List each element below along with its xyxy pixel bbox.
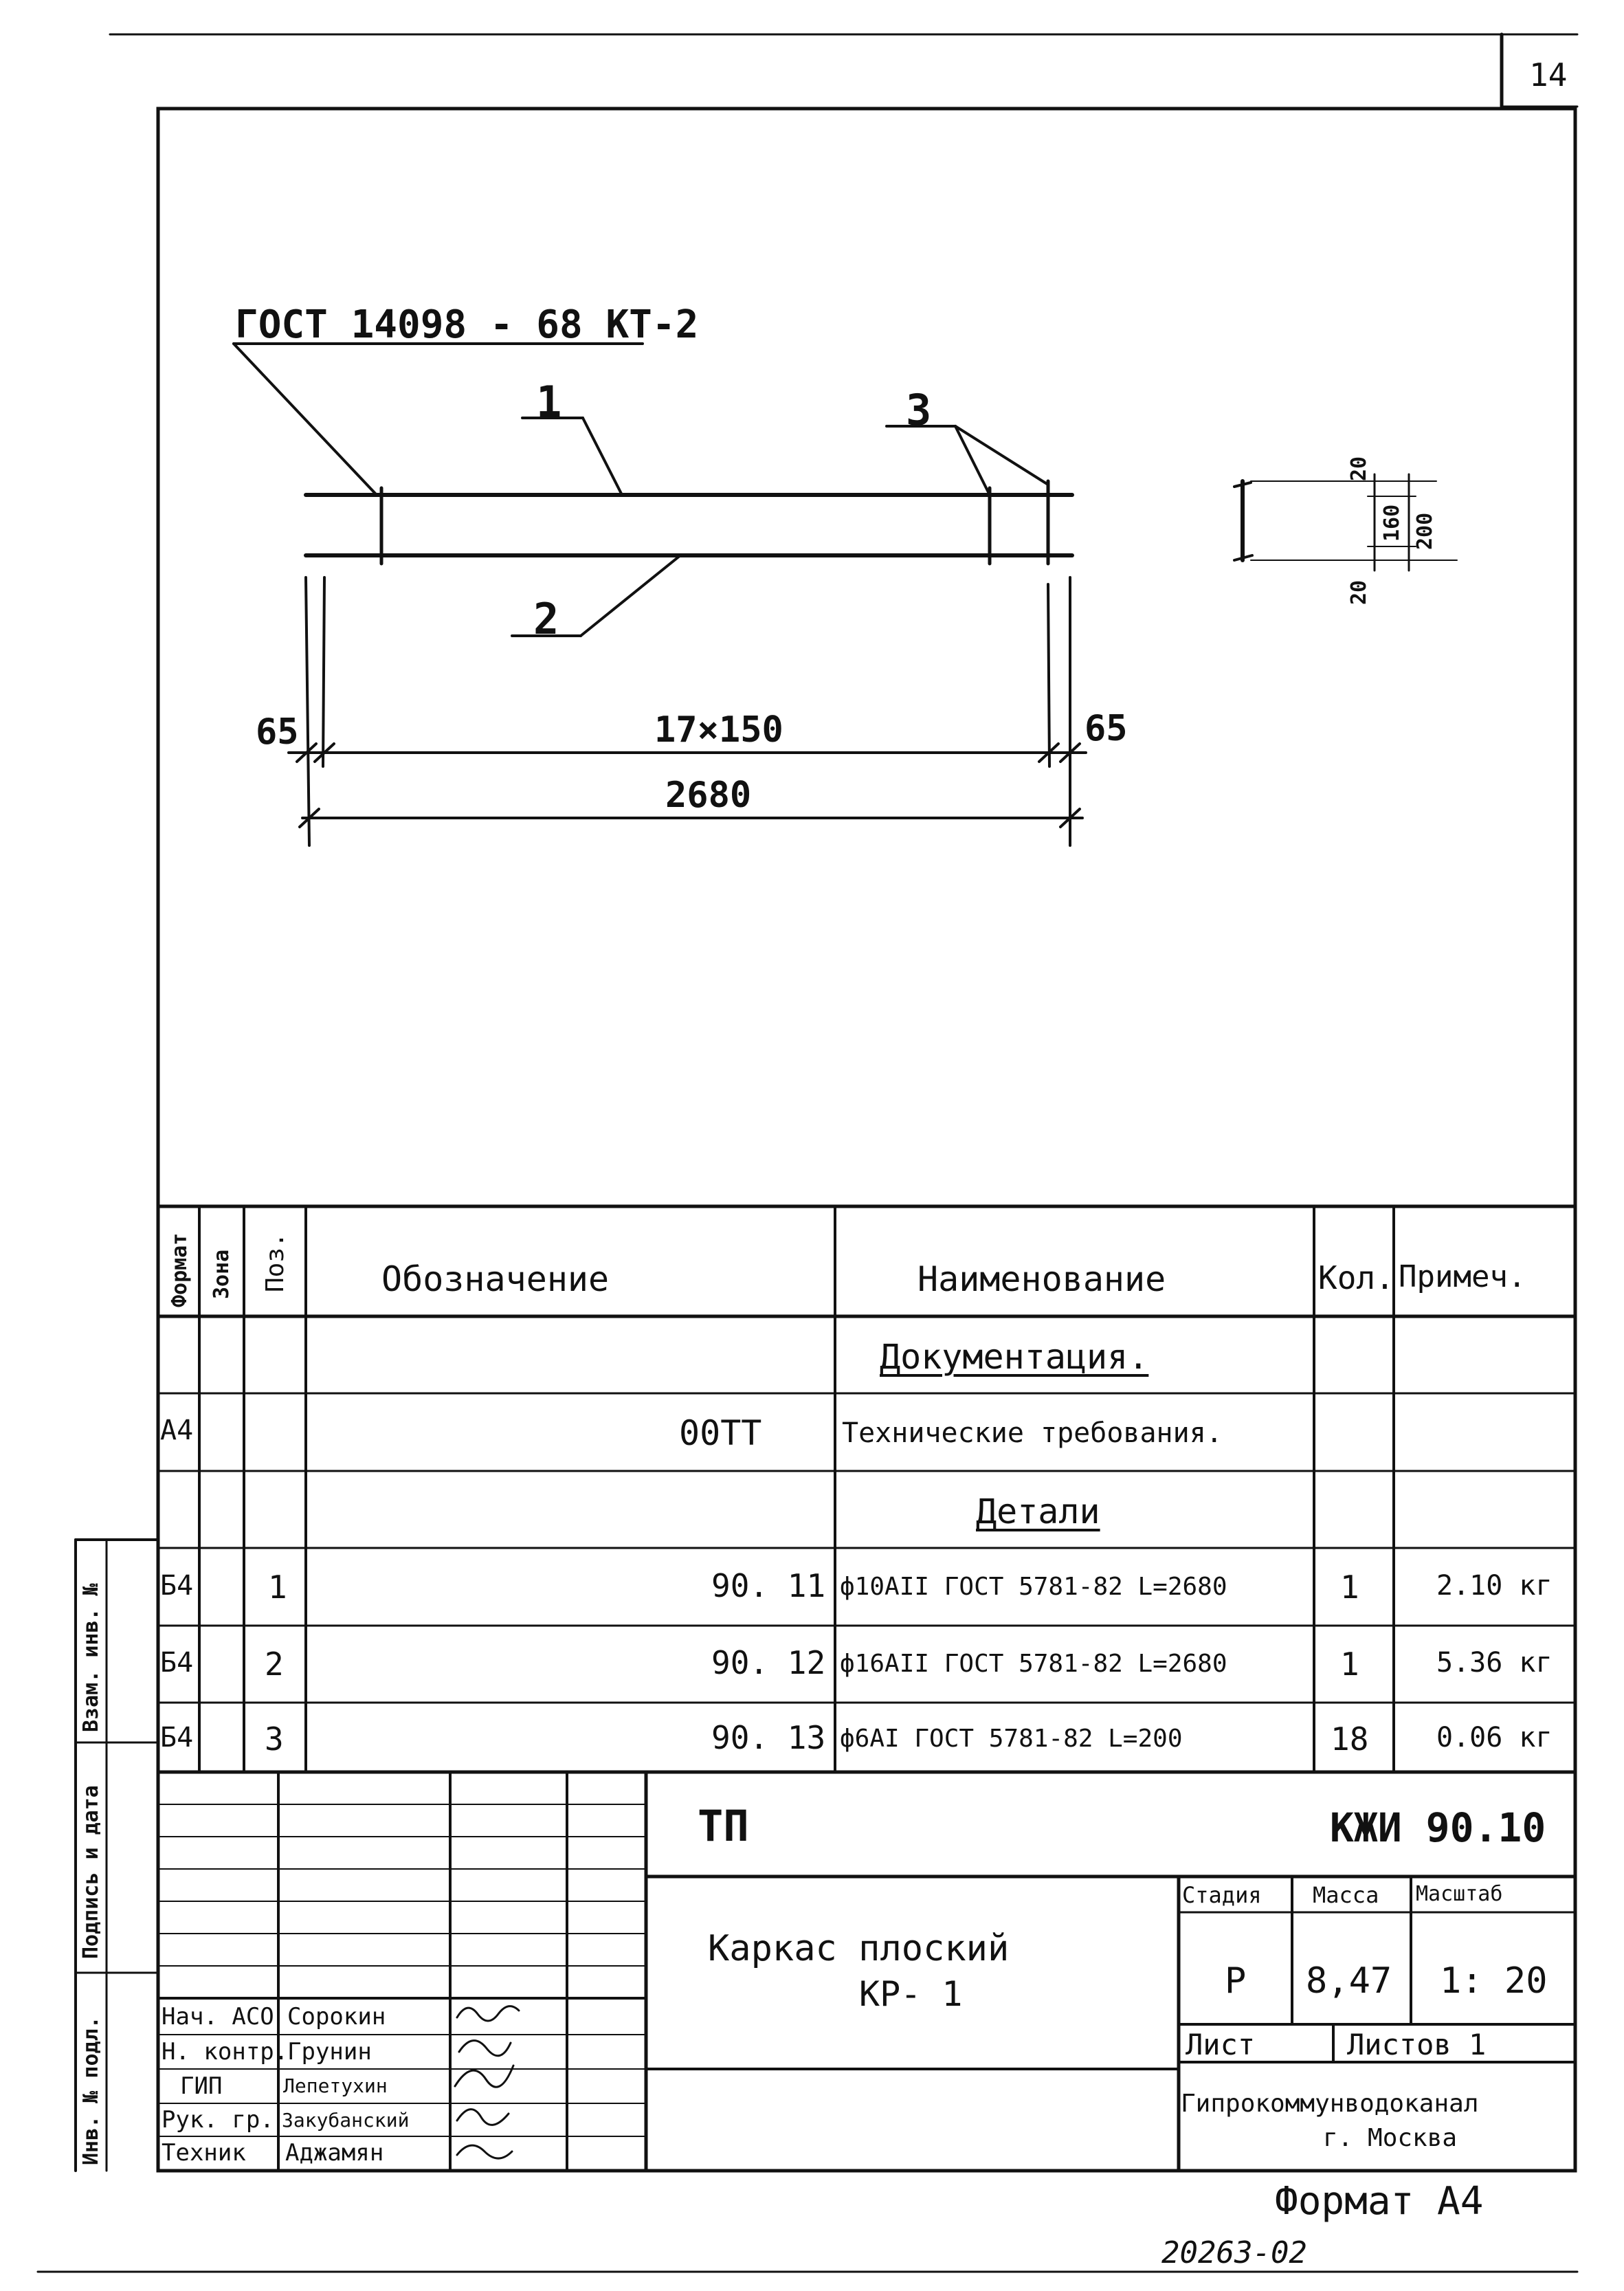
row-5-format: Б4	[160, 1722, 194, 1753]
mass-value: 8,47	[1306, 1960, 1392, 2002]
side-stamp-inv-podl: Инв. № подл.	[79, 2016, 103, 2165]
role-n-kontr: Н. контр.	[162, 2038, 289, 2066]
header-qty: Кол.	[1318, 1259, 1394, 1296]
row-4-designation: 90. 12	[711, 1644, 826, 1681]
name-zakubanskiy: Закубанский	[282, 2109, 410, 2132]
position-1-label: 1	[536, 377, 562, 427]
side-stamp-vzam-inv: Взам. инв. №	[79, 1583, 103, 1732]
row-3-pos: 1	[268, 1569, 287, 1606]
row-1-designation: 00ТТ	[679, 1413, 762, 1453]
section-dim-160: 160	[1380, 504, 1404, 542]
title-tp: ТП	[698, 1801, 749, 1851]
section-dim-20-top: 20	[1347, 456, 1371, 481]
name-lepetukhin: Лепетухин	[283, 2074, 388, 2097]
section-parts: Детали	[976, 1492, 1100, 1531]
section-dim-200: 200	[1413, 512, 1437, 550]
row-4-format: Б4	[160, 1647, 194, 1679]
sheet-number: 14	[1529, 56, 1568, 93]
organization-name: Гипрокоммунводоканал	[1181, 2090, 1479, 2118]
row-3-format: Б4	[160, 1570, 194, 1602]
row-1-format: А4	[160, 1415, 194, 1446]
row-1-name: Технические требования.	[842, 1417, 1223, 1449]
title-name-line2: КР- 1	[859, 1974, 963, 2014]
row-3-qty: 1	[1340, 1569, 1359, 1606]
dimension-spacing: 17×150	[654, 709, 783, 751]
name-grunin: Грунин	[287, 2038, 372, 2066]
title-code: КЖИ 90.10	[1330, 1804, 1546, 1851]
organization-city: г. Москва	[1323, 2124, 1458, 2152]
sheet-label: Лист	[1186, 2028, 1256, 2061]
row-5-pos: 3	[265, 1720, 284, 1758]
stage-label: Стадия	[1182, 1882, 1262, 1908]
role-gip: ГИП	[180, 2072, 223, 2100]
title-name-line1: Каркас плоский	[708, 1928, 1010, 1969]
header-pos: Поз.	[261, 1232, 289, 1292]
row-3-note: 2.10 кг	[1436, 1570, 1553, 1602]
mass-label: Масса	[1313, 1882, 1379, 1908]
name-adzhamyan: Аджамян	[285, 2139, 384, 2167]
header-name: Наименование	[917, 1259, 1166, 1299]
header-note: Примеч.	[1399, 1259, 1526, 1294]
sheets-label: Листов 1	[1347, 2028, 1487, 2061]
row-3-name: ф10АII ГОСТ 5781-82 L=2680	[840, 1573, 1227, 1601]
section-dim-20-bottom: 20	[1347, 579, 1371, 605]
role-tekhnik: Техник	[162, 2139, 246, 2167]
position-3-label: 3	[906, 385, 932, 435]
row-5-note: 0.06 кг	[1436, 1722, 1553, 1753]
section-documentation: Документация.	[880, 1337, 1149, 1377]
role-ruk-gr: Рук. гр.	[162, 2106, 274, 2134]
footer-number: 20263-02	[1161, 2235, 1307, 2270]
row-5-name: ф6АI ГОСТ 5781-82 L=200	[840, 1725, 1183, 1753]
scale-label: Масштаб	[1416, 1882, 1503, 1906]
row-4-name: ф16АII ГОСТ 5781-82 L=2680	[840, 1650, 1227, 1678]
stage-value: Р	[1225, 1960, 1247, 2002]
position-2-label: 2	[533, 594, 559, 644]
row-5-qty: 18	[1331, 1720, 1369, 1758]
row-3-designation: 90. 11	[711, 1567, 826, 1604]
row-4-qty: 1	[1340, 1646, 1359, 1683]
header-zone: Зона	[210, 1249, 234, 1299]
dimension-65-right: 65	[1084, 708, 1128, 749]
header-format: Формат	[168, 1232, 192, 1307]
footer-format: Формат А4	[1275, 2179, 1484, 2224]
dimension-65-left: 65	[256, 711, 299, 753]
side-stamp-podpis-data: Подпись и дата	[79, 1785, 103, 1959]
role-nach-aso: Нач. АСО	[162, 2003, 274, 2030]
dimension-total: 2680	[665, 775, 752, 816]
row-4-pos: 2	[265, 1646, 284, 1683]
scale-value: 1: 20	[1440, 1960, 1548, 2002]
gost-label: ГОСТ 14098 - 68 КТ-2	[235, 302, 699, 347]
header-designation: Обозначение	[381, 1259, 610, 1299]
name-sorokin: Сорокин	[287, 2003, 386, 2030]
row-4-note: 5.36 кг	[1436, 1647, 1553, 1679]
row-5-designation: 90. 13	[711, 1719, 826, 1756]
